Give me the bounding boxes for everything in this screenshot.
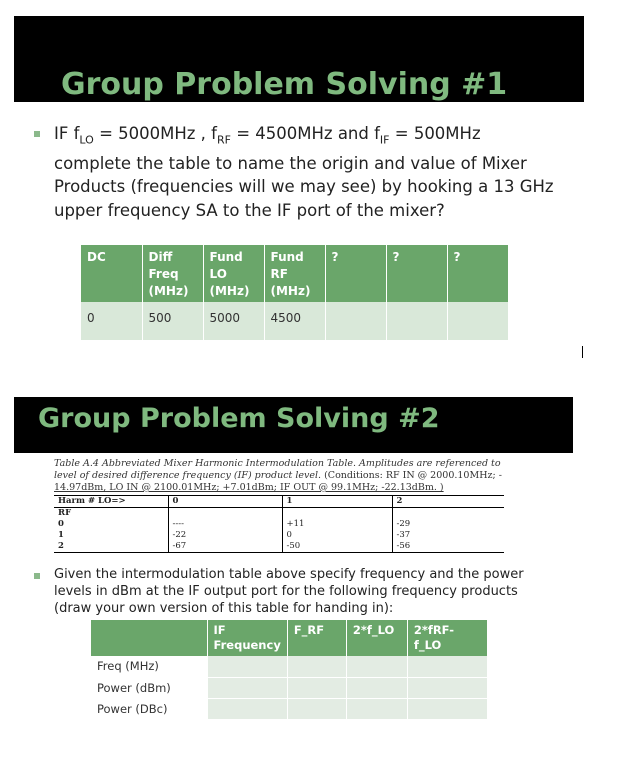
products-value-cell[interactable] [386, 302, 447, 340]
products-header-cell: Fund LO (MHz) [203, 245, 264, 302]
harm-row: 1 -22 0 -37 [54, 530, 504, 541]
answer-row: Freq (MHz) [91, 656, 487, 677]
slide1-title-underline [14, 104, 584, 106]
answer-header: 2*fRF- f_LO [407, 620, 487, 656]
products-header-cell: ? [325, 245, 386, 302]
products-value-cell[interactable]: 500 [142, 302, 203, 340]
harm-header-label: Harm # LO=> [54, 496, 168, 508]
slide1-title: Group Problem Solving #1 [61, 67, 508, 102]
slide1-title-banner [14, 16, 584, 102]
products-value-cell[interactable]: 4500 [264, 302, 325, 340]
harm-rf-label: RF [54, 508, 168, 520]
harmonic-intermod-table [54, 495, 504, 553]
products-header-cell: ? [386, 245, 447, 302]
products-header-cell: ? [447, 245, 508, 302]
slide2-question: Given the intermodulation table above specify frequency and the power levels in dBm at the IF output port for the following frequency products (draw your own version of this table for handing in): [54, 567, 524, 616]
answer-header: F_RF [287, 620, 346, 656]
slide1-bullet [34, 131, 40, 137]
slide2-bullet [34, 573, 40, 579]
harm-lo-col: 1 [282, 496, 392, 508]
harmonic-table-caption: Table A.4 Abbreviated Mixer Harmonic Intermodulation Table. Amplitudes are referenced to level of desired difference frequency (IF) product level. (Conditions: RF IN @ 2000.10MHz; - 14.97dBm, LO IN @ 2100.01MHz; +7.01dBm; IF OUT @ 99.1MHz; -22.13dBm. ) [54, 458, 502, 493]
answer-header: IF Frequency [207, 620, 287, 656]
text-cursor [582, 346, 583, 358]
answer-table [91, 620, 488, 720]
slide1-question: IF $f_{LO} = 5000MHz$ , $f_{RF} = 4500MHz$ and $f_{IF} = 500MHz$ complete the table to name the origin and value of Mixer Products (frequencies will we may see) by hooking a 13 GHz upper frequency SA to the IF port of the mixer? [54, 124, 554, 220]
answer-header: 2*f_LO [346, 620, 407, 656]
products-value-cell[interactable]: 0 [81, 302, 142, 340]
products-value-cell[interactable] [325, 302, 386, 340]
products-value-cell[interactable]: 5000 [203, 302, 264, 340]
answer-row: Power (dBm) [91, 677, 487, 698]
products-header-cell: Diff Freq (MHz) [142, 245, 203, 302]
products-header-cell: Fund RF (MHz) [264, 245, 325, 302]
harm-row: 2 -67 -50 -56 [54, 541, 504, 553]
slide1-products-table [81, 245, 509, 340]
answer-row: Power (DBc) [91, 698, 487, 719]
slide2-title-banner [14, 397, 573, 453]
products-header-cell: DC [81, 245, 142, 302]
harm-row: 0 ---- +11 -29 [54, 519, 504, 530]
harm-lo-col: 2 [392, 496, 504, 508]
slide2-title: Group Problem Solving #2 [38, 403, 440, 434]
products-value-cell[interactable] [447, 302, 508, 340]
harm-lo-col: 0 [168, 496, 282, 508]
